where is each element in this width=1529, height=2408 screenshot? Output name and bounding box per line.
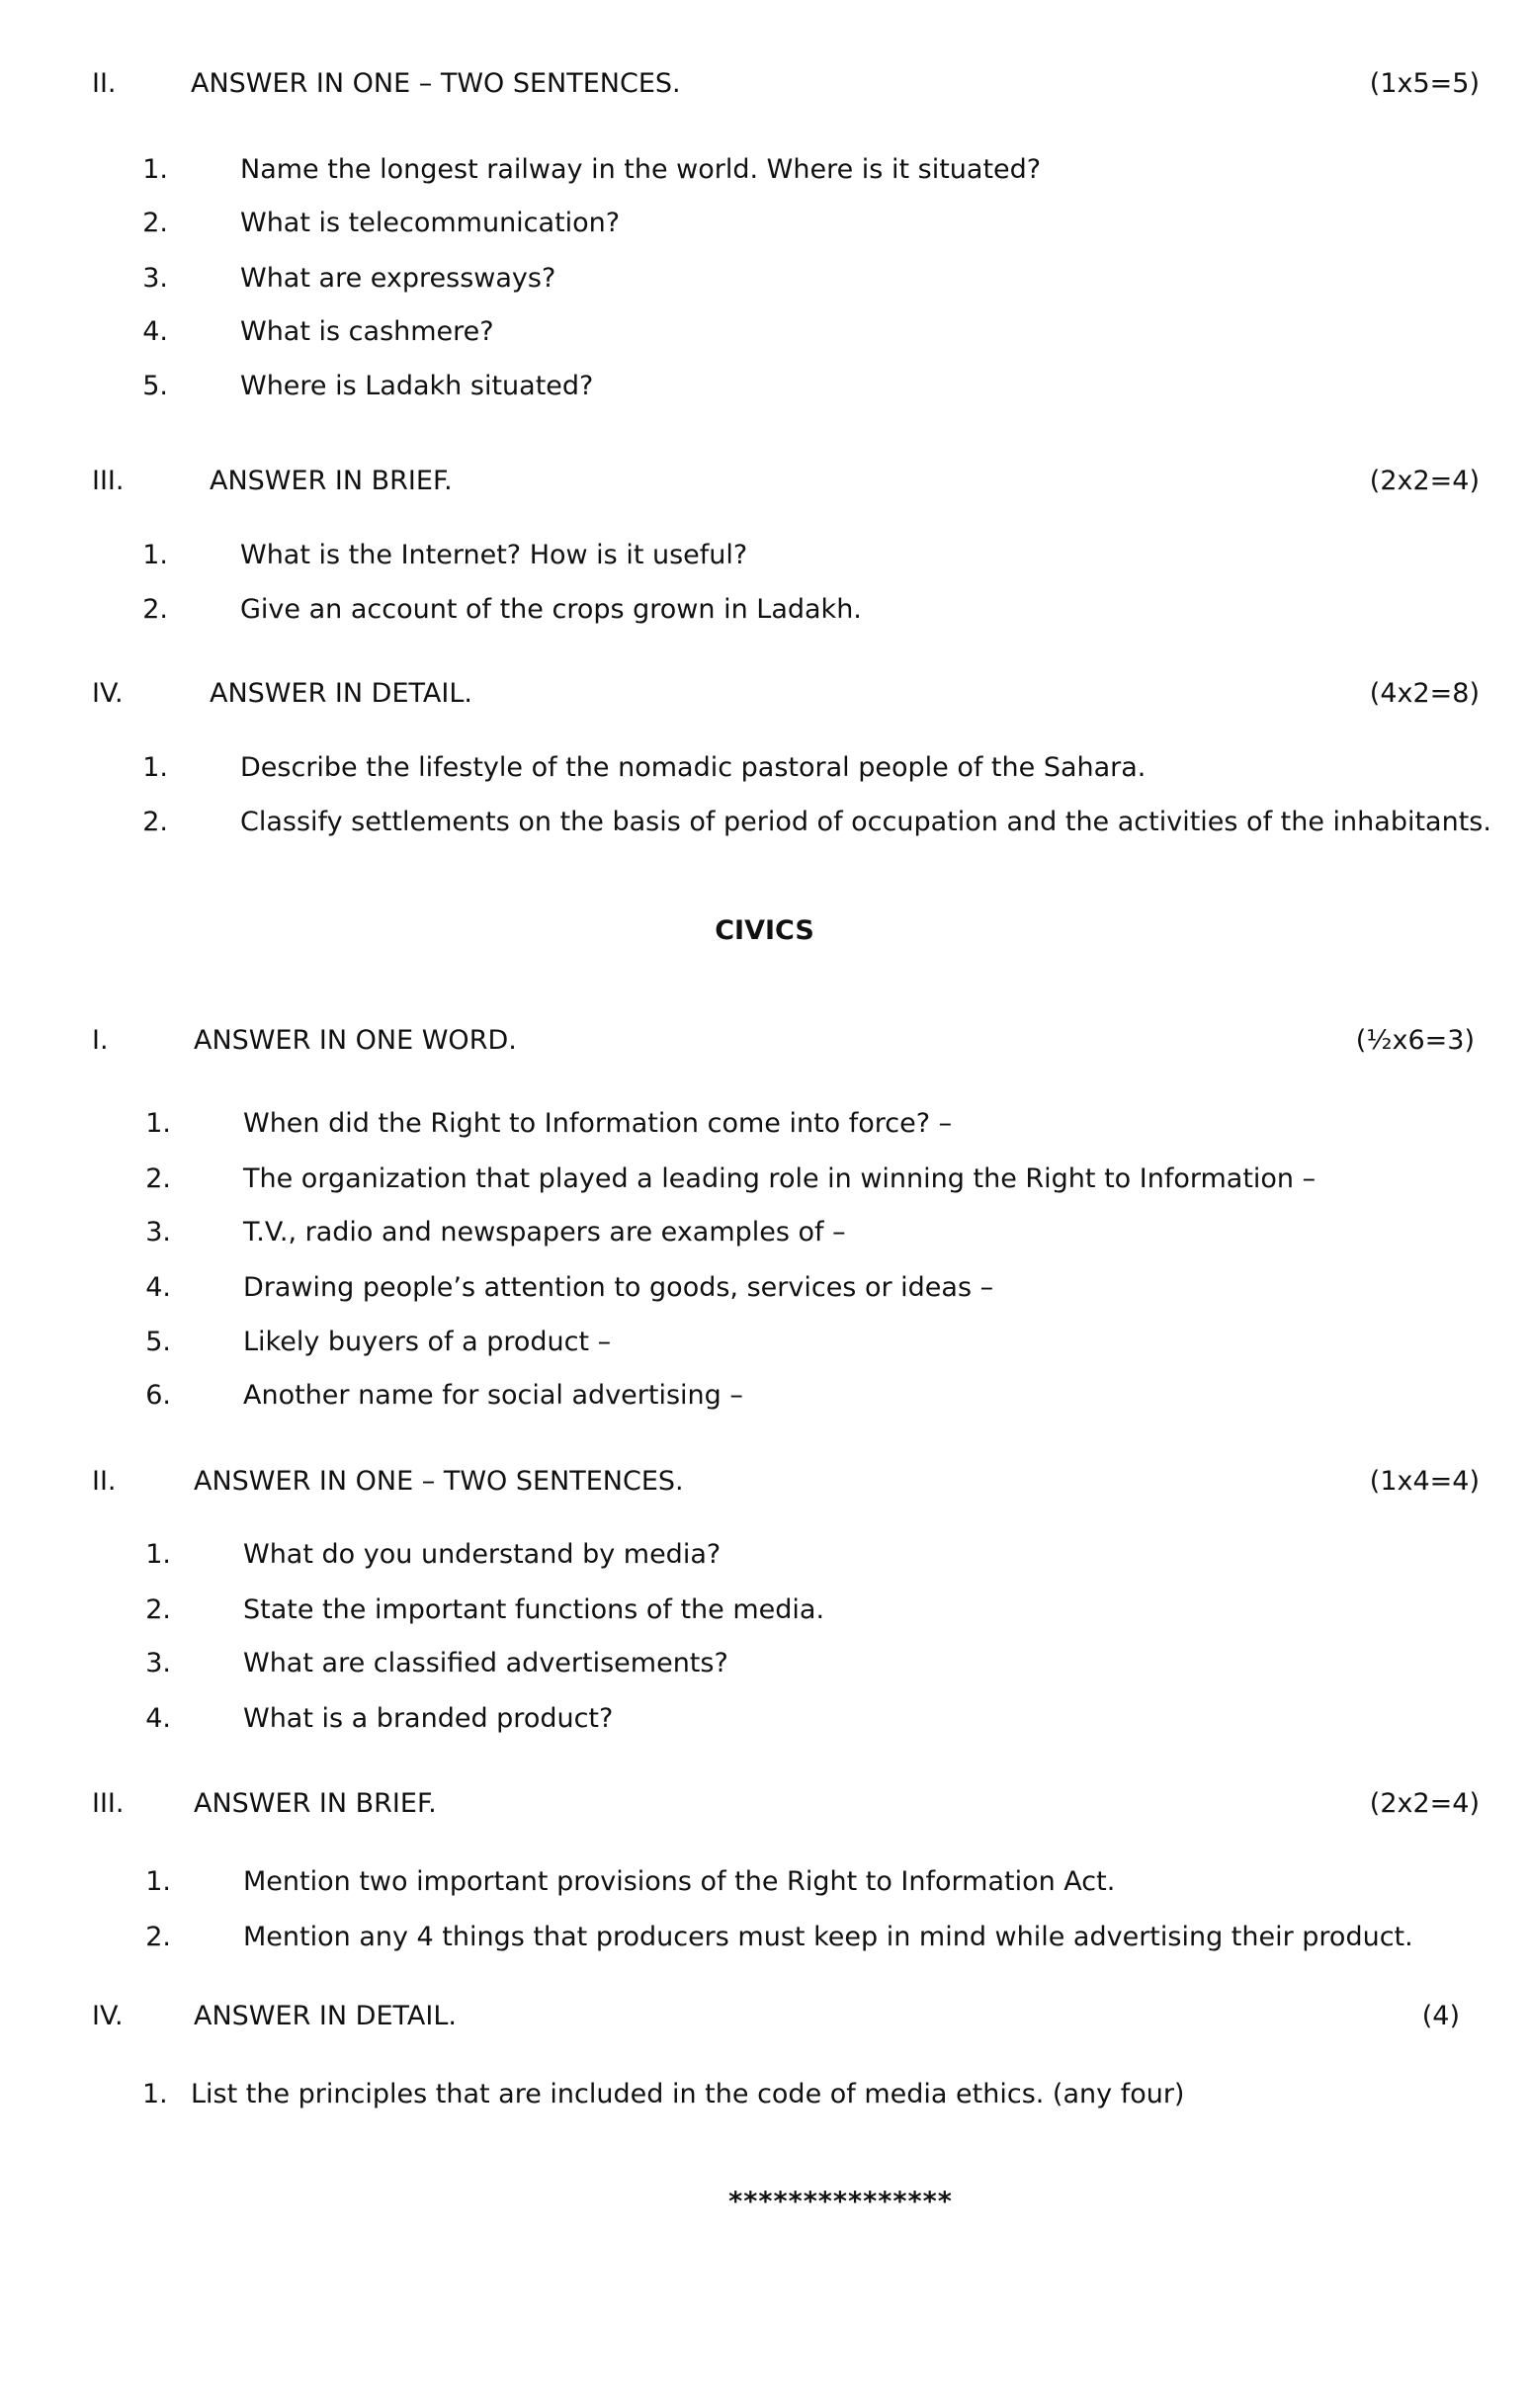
- question-text: What do you understand by media?: [243, 1539, 722, 1570]
- civics-section-heading: ANSWER IN DETAIL.: [194, 2001, 457, 2031]
- question-text: When did the Right to Information come into force? –: [243, 1108, 953, 1139]
- question-text: T.V., radio and newspapers are examples of –: [243, 1217, 846, 1247]
- question-text: What is the Internet? How is it useful?: [240, 540, 748, 570]
- question-text: List the principles that are included in the code of media ethics. (any four): [191, 2079, 1185, 2109]
- civics-section-numeral: II.: [92, 1466, 117, 1497]
- question-number: 1.: [142, 752, 168, 783]
- civics-section-numeral: I.: [92, 1025, 109, 1056]
- civics-section-marks: (4): [1421, 2001, 1460, 2031]
- question-text: State the important functions of the media.: [243, 1594, 825, 1625]
- question-number: 4.: [145, 1703, 171, 1734]
- geography-section-numeral: IV.: [92, 678, 124, 709]
- question-number: 1.: [145, 1108, 171, 1139]
- question-text: Mention two important provisions of the Right to Information Act.: [243, 1866, 1116, 1897]
- question-number: 4.: [145, 1272, 171, 1303]
- question-text: Name the longest railway in the world. Where is it situated?: [240, 154, 1042, 185]
- question-number: 1.: [142, 2079, 168, 2109]
- question-number: 3.: [142, 263, 168, 294]
- question-number: 2.: [142, 807, 168, 837]
- question-number: 2.: [145, 1163, 171, 1194]
- question-number: 2.: [142, 594, 168, 625]
- geography-section-marks: (1x5=5): [1369, 68, 1480, 99]
- question-number: 2.: [145, 1922, 171, 1952]
- question-number: 1.: [145, 1866, 171, 1897]
- question-number: 1.: [142, 154, 168, 185]
- question-text: Classify settlements on the basis of period of occupation and the activities of the inhabitants.: [240, 807, 1491, 837]
- question-text: Likely buyers of a product –: [243, 1327, 612, 1357]
- geography-section-heading: ANSWER IN ONE – TWO SENTENCES.: [191, 68, 681, 99]
- geography-section-heading: ANSWER IN DETAIL.: [210, 678, 472, 709]
- question-number: 5.: [142, 371, 168, 401]
- question-number: 1.: [142, 540, 168, 570]
- civics-section-marks: (1x4=4): [1369, 1466, 1480, 1497]
- question-text: What are classified advertisements?: [243, 1648, 728, 1678]
- question-text: Where is Ladakh situated?: [240, 371, 594, 401]
- civics-section-numeral: IV.: [92, 2001, 124, 2031]
- question-number: 2.: [145, 1594, 171, 1625]
- geography-section-numeral: II.: [92, 68, 117, 99]
- civics-section-numeral: III.: [92, 1788, 125, 1819]
- geography-section-marks: (4x2=8): [1369, 678, 1480, 709]
- question-text: Mention any 4 things that producers must keep in mind while advertising their product.: [243, 1922, 1413, 1952]
- geography-section-marks: (2x2=4): [1369, 466, 1480, 496]
- question-number: 6.: [145, 1380, 171, 1411]
- question-text: What is cashmere?: [240, 316, 494, 347]
- question-text: Describe the lifestyle of the nomadic pastoral people of the Sahara.: [240, 752, 1147, 783]
- question-text: The organization that played a leading role in winning the Right to Information –: [243, 1163, 1317, 1194]
- civics-section-heading: ANSWER IN BRIEF.: [194, 1788, 437, 1819]
- question-text: What is telecommunication?: [240, 208, 621, 238]
- end-marker: ***************: [728, 2187, 953, 2217]
- civics-title: CIVICS: [715, 915, 814, 946]
- civics-section-heading: ANSWER IN ONE – TWO SENTENCES.: [194, 1466, 684, 1497]
- question-number: 5.: [145, 1327, 171, 1357]
- question-text: Drawing people’s attention to goods, services or ideas –: [243, 1272, 994, 1303]
- civics-section-heading: ANSWER IN ONE WORD.: [194, 1025, 517, 1056]
- geography-section-heading: ANSWER IN BRIEF.: [210, 466, 453, 496]
- question-number: 4.: [142, 316, 168, 347]
- question-number: 2.: [142, 208, 168, 238]
- civics-section-marks: (2x2=4): [1369, 1788, 1480, 1819]
- question-text: Give an account of the crops grown in Ladakh.: [240, 594, 862, 625]
- question-number: 3.: [145, 1217, 171, 1247]
- civics-section-marks: (½x6=3): [1355, 1025, 1475, 1056]
- question-number: 3.: [145, 1648, 171, 1678]
- question-text: What are expressways?: [240, 263, 556, 294]
- question-text: Another name for social advertising –: [243, 1380, 743, 1411]
- question-number: 1.: [145, 1539, 171, 1570]
- question-text: What is a branded product?: [243, 1703, 614, 1734]
- geography-section-numeral: III.: [92, 466, 125, 496]
